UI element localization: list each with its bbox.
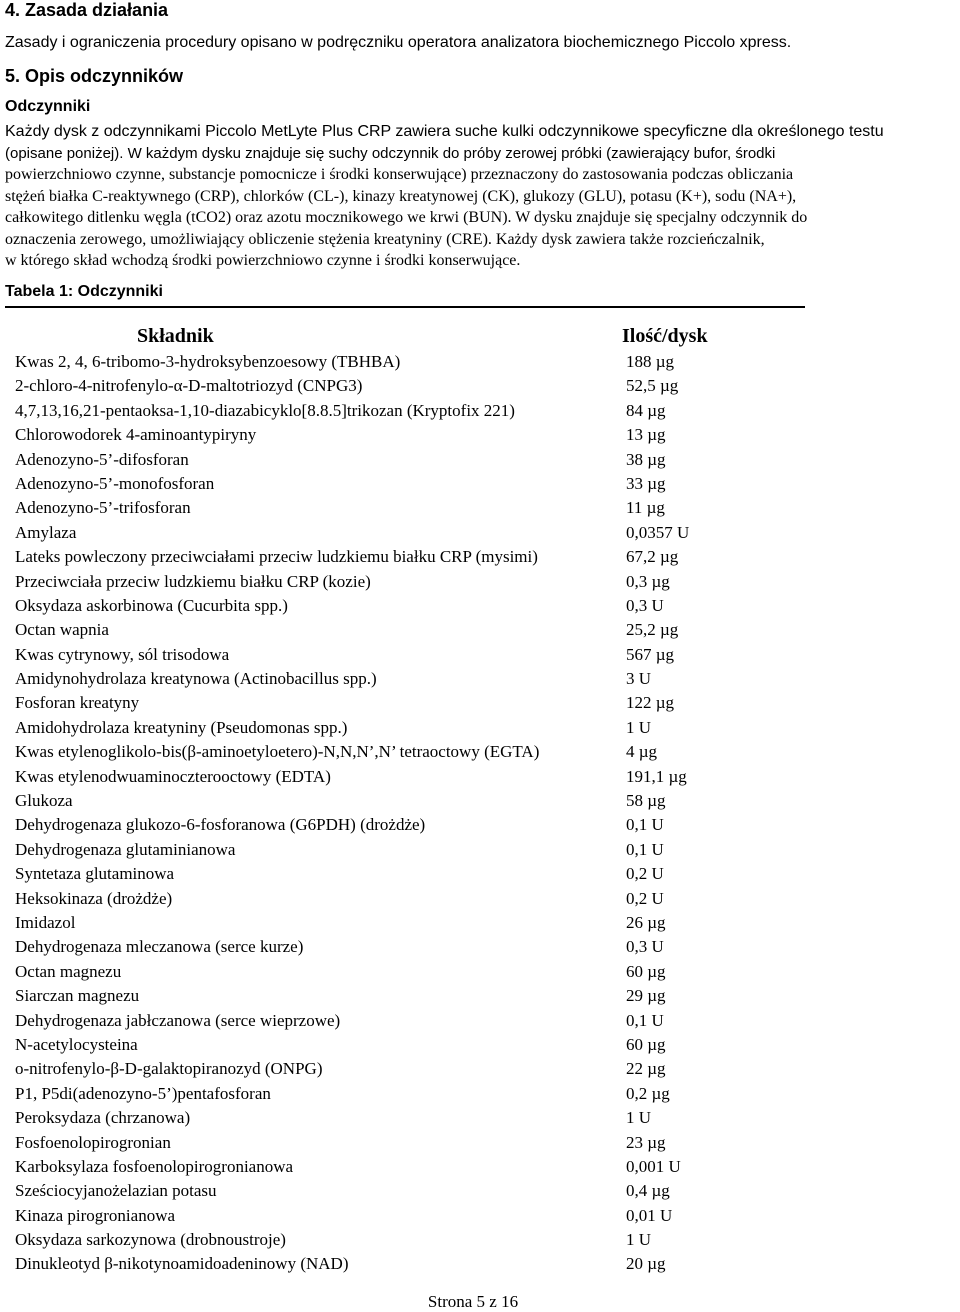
component-name: Dehydrogenaza jabłczanowa (serce wieprzowe) bbox=[15, 1010, 341, 1030]
table-row bbox=[0, 935, 960, 959]
table-row bbox=[0, 423, 960, 447]
table-row bbox=[0, 643, 960, 667]
table-row bbox=[0, 813, 960, 837]
table-row bbox=[0, 1155, 960, 1179]
component-name: Adenozyno-5’-monofosforan bbox=[15, 473, 215, 493]
component-quantity: 0,3 U bbox=[626, 937, 664, 957]
table-row bbox=[0, 1228, 960, 1252]
table-row bbox=[0, 960, 960, 984]
component-name: Kwas 2, 4, 6-tribomo-3-hydroksybenzoesowy (TBHBA) bbox=[15, 352, 401, 371]
component-name: P1, P5di(adenozyno-5’)pentafosforan bbox=[15, 1083, 271, 1103]
table-row bbox=[0, 691, 960, 715]
table-row bbox=[0, 911, 960, 935]
component-quantity: 52,5 µg bbox=[626, 376, 679, 396]
table-row bbox=[0, 472, 960, 496]
reagents-subheading: Odczynniki bbox=[5, 98, 91, 115]
column-header-component: Składnik bbox=[137, 325, 214, 347]
component-quantity: 0,3 µg bbox=[626, 571, 670, 591]
component-name: Dehydrogenaza glutaminianowa bbox=[15, 839, 236, 859]
component-quantity: 191,1 µg bbox=[626, 766, 687, 786]
component-name: Kwas cytrynowy, sól trisodowa bbox=[15, 644, 230, 664]
component-quantity: 38 µg bbox=[626, 449, 666, 469]
component-quantity: 60 µg bbox=[626, 961, 666, 981]
description-line: Każdy dysk z odczynnikami Piccolo MetLyte Plus CRP zawiera suche kulki odczynnikowe specyficzne dla określonego testu bbox=[5, 123, 884, 140]
component-name: 2-chloro-4-nitrofenylo-α-D-maltotriozyd (CNPG3) bbox=[15, 376, 363, 396]
component-name: Amylaza bbox=[15, 522, 77, 542]
section-4-text: Zasady i ograniczenia procedury opisano w podręczniku operatora analizatora biochemicznego Piccolo xpress. bbox=[5, 34, 792, 51]
reagents-description bbox=[5, 121, 950, 272]
component-name: Heksokinaza (drożdże) bbox=[15, 888, 173, 908]
section-5-heading: 5. Opis odczynników bbox=[5, 66, 184, 86]
component-name: N-acetylocysteina bbox=[15, 1034, 138, 1054]
component-name: Kwas etylenoglikolo-bis(β-aminoetyloetero)-N,N,N’,N’ tetraoctowy (EGTA) bbox=[15, 742, 540, 762]
component-quantity: 11 µg bbox=[626, 498, 665, 518]
description-line: oznaczenia zerowego, umożliwiający obliczenie stężenia kreatyniny (CRE). Każdy dysk zawiera także rozcieńczalnik, bbox=[5, 230, 765, 248]
column-header-quantity: Ilość/dysk bbox=[622, 325, 708, 347]
component-name: Kwas etylenodwuaminoczterooctowy (EDTA) bbox=[15, 766, 331, 786]
component-name: Glukoza bbox=[15, 791, 73, 811]
component-quantity: 188 µg bbox=[626, 352, 675, 371]
table-row bbox=[0, 740, 960, 764]
reagents-table bbox=[0, 350, 960, 1277]
component-name: Imidazol bbox=[15, 912, 76, 932]
component-quantity: 58 µg bbox=[626, 791, 666, 811]
table-caption: Tabela 1: Odczynniki bbox=[5, 283, 163, 300]
component-name: Przeciwciała przeciw ludzkiemu białku CRP (kozie) bbox=[15, 571, 371, 591]
component-quantity: 22 µg bbox=[626, 1059, 666, 1079]
section-4-heading: 4. Zasada działania bbox=[5, 0, 169, 20]
component-name: Fosfoenolopirogronian bbox=[15, 1132, 171, 1152]
component-name: Adenozyno-5’-trifosforan bbox=[15, 498, 191, 518]
table-row bbox=[0, 1033, 960, 1057]
component-quantity: 0,2 U bbox=[626, 888, 664, 908]
component-quantity: 1 U bbox=[626, 1108, 652, 1128]
component-quantity: 1 U bbox=[626, 717, 652, 737]
component-quantity: 25,2 µg bbox=[626, 620, 679, 640]
table-row bbox=[0, 374, 960, 398]
component-name: 4,7,13,16,21-pentaoksa-1,10-diazabicyklo[8.8.5]trikozan (Kryptofix 221) bbox=[15, 400, 515, 420]
description-line: (opisane poniżej). W każdym dysku znajduje się suchy odczynnik do próby zerowej próbki (zawierający bufor, środki bbox=[5, 144, 776, 162]
component-name: o-nitrofenylo-β-D-galaktopiranozyd (ONPG) bbox=[15, 1059, 323, 1079]
component-name: Lateks powleczony przeciwciałami przeciw ludzkiemu białku CRP (mysimi) bbox=[15, 547, 538, 567]
table-row bbox=[0, 448, 960, 472]
table-row bbox=[0, 399, 960, 423]
page-number: Strona 5 z 16 bbox=[427, 1292, 519, 1311]
component-quantity: 4 µg bbox=[626, 742, 658, 762]
table-row bbox=[0, 789, 960, 813]
table-row bbox=[0, 1082, 960, 1106]
component-name: Syntetaza glutaminowa bbox=[15, 864, 175, 884]
description-line: całkowitego ditlenku węgla (tCO2) oraz azotu mocznikowego we krwi (BUN). W dysku znajduje się specjalny odczynnik do bbox=[5, 209, 808, 226]
component-name: Dinukleotyd β-nikotynoamidoadeninowy (NAD) bbox=[15, 1254, 349, 1274]
table-row bbox=[0, 618, 960, 642]
component-name: Peroksydaza (chrzanowa) bbox=[15, 1108, 191, 1128]
table-row bbox=[0, 1009, 960, 1033]
table-row bbox=[0, 570, 960, 594]
table-top-rule bbox=[5, 306, 805, 308]
table-row bbox=[0, 1057, 960, 1081]
component-name: Amidohydrolaza kreatyniny (Pseudomonas spp.) bbox=[15, 717, 348, 737]
table-row bbox=[0, 545, 960, 569]
component-name: Octan wapnia bbox=[15, 620, 109, 640]
component-quantity: 13 µg bbox=[626, 425, 666, 445]
component-quantity: 0,2 U bbox=[626, 864, 664, 884]
table-row bbox=[0, 984, 960, 1008]
description-line: stężeń białka C-reaktywnego (CRP), chlorków (CL-), kinazy kreatynowej (CK), glukozy (GLU), potasu (K+), sodu (NA+), bbox=[5, 187, 797, 205]
component-name: Octan magnezu bbox=[15, 961, 122, 981]
component-quantity: 1 U bbox=[626, 1230, 652, 1250]
component-name: Kinaza pirogronianowa bbox=[15, 1205, 176, 1225]
table-row bbox=[0, 1131, 960, 1155]
component-quantity: 3 U bbox=[626, 669, 652, 689]
table-row bbox=[0, 521, 960, 545]
component-quantity: 0,001 U bbox=[626, 1156, 681, 1176]
component-quantity: 0,1 U bbox=[626, 815, 664, 835]
table-row bbox=[0, 667, 960, 691]
table-row bbox=[0, 1179, 960, 1203]
component-name: Siarczan magnezu bbox=[15, 986, 140, 1006]
component-name: Dehydrogenaza glukozo-6-fosforanowa (G6PDH) (drożdże) bbox=[15, 815, 426, 835]
table-row bbox=[0, 1252, 960, 1276]
component-name: Oksydaza askorbinowa (Cucurbita spp.) bbox=[15, 595, 288, 615]
component-name: Dehydrogenaza mleczanowa (serce kurze) bbox=[15, 937, 304, 957]
component-name: Adenozyno-5’-difosforan bbox=[15, 449, 189, 469]
component-quantity: 67,2 µg bbox=[626, 547, 679, 567]
description-line: w którego skład wchodzą środki powierzchniowo czynne i środki konserwujące. bbox=[5, 252, 521, 269]
component-quantity: 84 µg bbox=[626, 400, 666, 420]
component-quantity: 29 µg bbox=[626, 986, 666, 1006]
component-quantity: 0,1 U bbox=[626, 1010, 664, 1030]
component-quantity: 0,01 U bbox=[626, 1205, 673, 1225]
component-name: Amidynohydrolaza kreatynowa (Actinobacillus spp.) bbox=[15, 669, 377, 689]
table-row bbox=[0, 716, 960, 740]
description-line: powierzchniowo czynne, substancje pomocnicze i środki konserwujące) przeznaczony do zastosowania podczas obliczania bbox=[5, 166, 794, 183]
component-name: Chlorowodorek 4-aminoantypiryny bbox=[15, 425, 257, 445]
component-name: Sześciocyjanożelazian potasu bbox=[15, 1181, 217, 1201]
component-quantity: 20 µg bbox=[626, 1254, 666, 1274]
table-row bbox=[0, 765, 960, 789]
table-row bbox=[0, 887, 960, 911]
component-quantity: 26 µg bbox=[626, 912, 666, 932]
component-quantity: 0,3 U bbox=[626, 595, 664, 615]
table-row bbox=[0, 862, 960, 886]
table-row bbox=[0, 350, 960, 374]
table-row bbox=[0, 1204, 960, 1228]
component-quantity: 0,0357 U bbox=[626, 522, 690, 542]
component-quantity: 122 µg bbox=[626, 693, 675, 713]
component-name: Fosforan kreatyny bbox=[15, 693, 140, 713]
table-row bbox=[0, 1106, 960, 1130]
component-name: Oksydaza sarkozynowa (drobnoustroje) bbox=[15, 1230, 286, 1250]
component-quantity: 60 µg bbox=[626, 1034, 666, 1054]
table-row bbox=[0, 838, 960, 862]
component-quantity: 33 µg bbox=[626, 473, 666, 493]
table-row bbox=[0, 496, 960, 520]
component-quantity: 0,4 µg bbox=[626, 1181, 670, 1201]
component-quantity: 0,2 µg bbox=[626, 1083, 670, 1103]
component-quantity: 0,1 U bbox=[626, 839, 664, 859]
component-quantity: 23 µg bbox=[626, 1132, 666, 1152]
table-row bbox=[0, 594, 960, 618]
component-name: Karboksylaza fosfoenolopirogronianowa bbox=[15, 1156, 294, 1176]
component-quantity: 567 µg bbox=[626, 644, 675, 664]
